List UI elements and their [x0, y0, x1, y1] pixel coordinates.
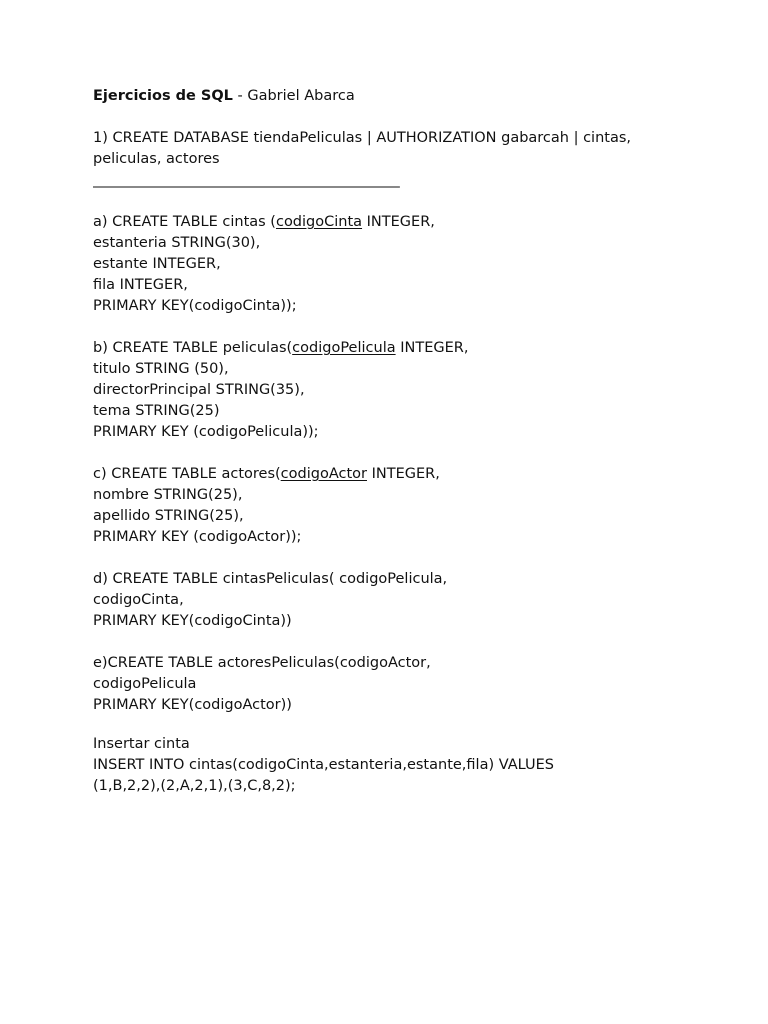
document-page — [93, 86, 713, 797]
title-author: - Gabriel Abarca — [232, 88, 355, 104]
table-e-line: PRIMARY KEY(codigoActor)) — [93, 697, 292, 713]
table-b-key: codigoPelicula — [292, 340, 396, 356]
table-e-header: e)CREATE TABLE actoresPeliculas(codigoActor, — [93, 655, 431, 671]
table-a-line: estanteria STRING(30), — [93, 235, 261, 251]
table-c-header — [93, 464, 713, 485]
table-a-key: codigoCinta — [275, 214, 363, 230]
table-e-line: codigoPelicula — [93, 676, 197, 692]
item1-line1: 1) CREATE DATABASE tiendaPeliculas | AUTHORIZATION gabarcah | cintas, — [93, 130, 632, 146]
insert-line2: (1,B,2,2),(2,A,2,1),(3,C,8,2); — [93, 778, 296, 794]
table-b-line: titulo STRING (50), — [93, 361, 229, 377]
table-a-line: PRIMARY KEY(codigoCinta)); — [93, 298, 297, 314]
table-c-post: INTEGER, — [366, 466, 440, 482]
document-title — [93, 86, 713, 107]
table-b-pre: b) CREATE TABLE peliculas( — [93, 340, 293, 356]
title-bold: Ejercicios de SQL — [93, 88, 233, 104]
table-b-line: PRIMARY KEY (codigoPelicula)); — [93, 424, 319, 440]
insert-heading: Insertar cinta — [93, 736, 190, 752]
table-c-key: codigoActor — [280, 466, 367, 482]
item1-line2: peliculas, actores — [93, 151, 220, 167]
table-c-pre: c) CREATE TABLE actores( — [93, 466, 281, 482]
table-a-post: INTEGER, — [362, 214, 435, 230]
table-d-line: codigoCinta, — [93, 592, 184, 608]
table-d-line: PRIMARY KEY(codigoCinta)) — [93, 613, 292, 629]
table-a-line: fila INTEGER, — [93, 277, 188, 293]
separator-line: ______________________________________________________ — [93, 172, 399, 188]
table-d-header: d) CREATE TABLE cintasPeliculas( codigoPelicula, — [93, 571, 448, 587]
table-b-header — [93, 338, 713, 359]
table-a-pre: a) CREATE TABLE cintas ( — [93, 214, 276, 230]
table-c-line: apellido STRING(25), — [93, 508, 244, 524]
table-b-line: directorPrincipal STRING(35), — [93, 382, 305, 398]
table-a-header — [93, 212, 713, 233]
table-b-post: INTEGER, — [395, 340, 469, 356]
table-c-line: nombre STRING(25), — [93, 487, 243, 503]
table-b-line: tema STRING(25) — [93, 403, 220, 419]
insert-line1: INSERT INTO cintas(codigoCinta,estanteria,estante,fila) VALUES — [93, 757, 554, 773]
table-c-line: PRIMARY KEY (codigoActor)); — [93, 529, 302, 545]
table-a-line: estante INTEGER, — [93, 256, 221, 272]
